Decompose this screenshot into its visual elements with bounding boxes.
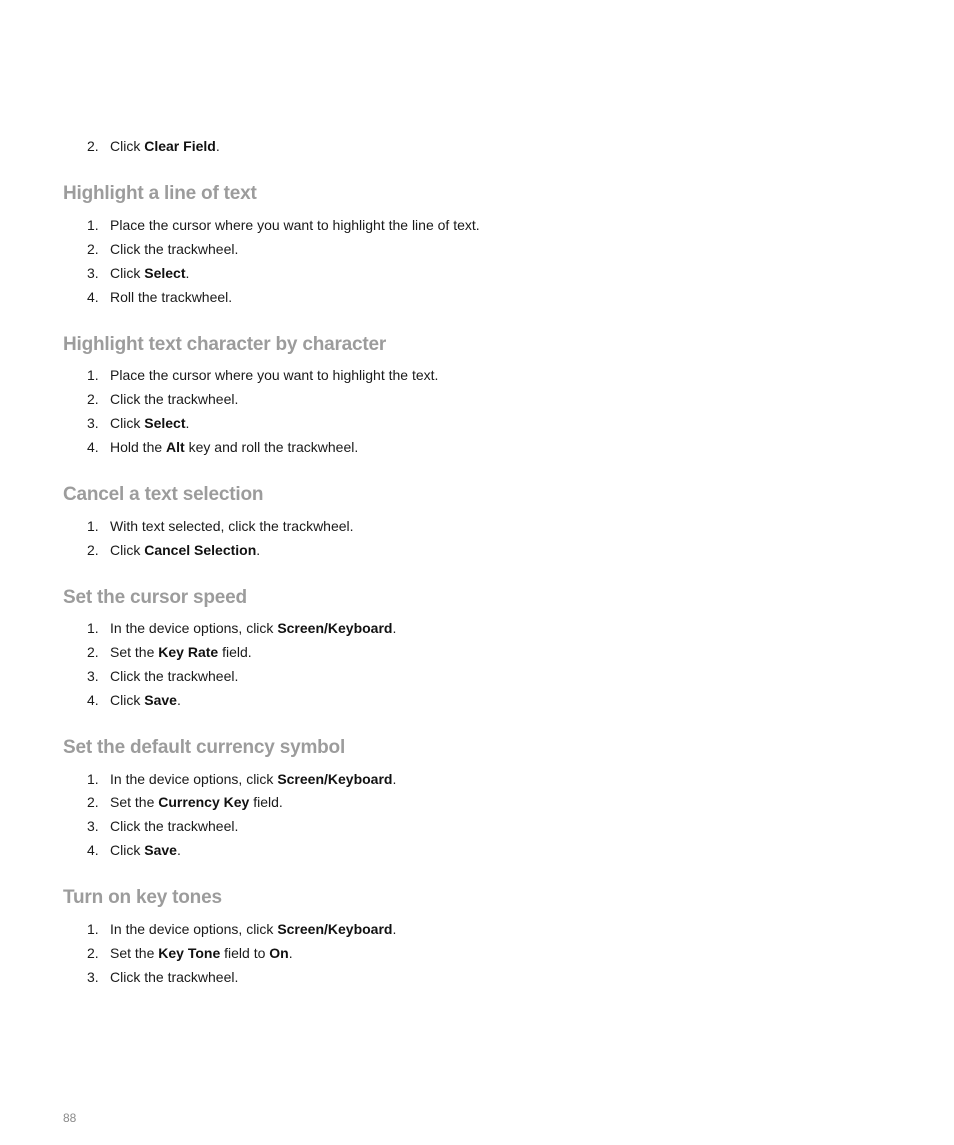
step-number: 2. bbox=[87, 241, 99, 257]
ui-term: Screen/Keyboard bbox=[277, 771, 393, 787]
step-number: 2. bbox=[87, 794, 99, 810]
step-text: Click Select. bbox=[110, 415, 190, 431]
step-text: With text selected, click the trackwheel. bbox=[110, 518, 354, 534]
section-heading-key-tones: Turn on key tones bbox=[63, 887, 222, 908]
step-number: 4. bbox=[87, 692, 99, 708]
step-number: 3. bbox=[87, 415, 99, 431]
step-number: 2. bbox=[87, 644, 99, 660]
step-text: Set the Currency Key field. bbox=[110, 794, 283, 810]
step-text: Roll the trackwheel. bbox=[110, 289, 233, 305]
step-text: Click Cancel Selection. bbox=[110, 542, 261, 558]
section-heading-cancel-selection: Cancel a text selection bbox=[63, 484, 264, 505]
section-heading-currency-symbol: Set the default currency symbol bbox=[63, 737, 346, 758]
section-heading-highlight-line: Highlight a line of text bbox=[63, 183, 257, 204]
section-heading-highlight-character: Highlight text character by character bbox=[63, 334, 387, 355]
ui-term: Save bbox=[144, 842, 177, 858]
step-text: Click Save. bbox=[110, 692, 181, 708]
step-number: 2. bbox=[87, 138, 99, 154]
step-text: Click the trackwheel. bbox=[110, 391, 239, 407]
step-text: Click the trackwheel. bbox=[110, 969, 239, 985]
ui-term: Select bbox=[144, 415, 186, 431]
section-heading-cursor-speed: Set the cursor speed bbox=[63, 587, 247, 608]
step-number: 4. bbox=[87, 439, 99, 455]
step-text: Place the cursor where you want to highlight the line of text. bbox=[110, 217, 480, 233]
step-text: Click Select. bbox=[110, 265, 190, 281]
ui-term: Screen/Keyboard bbox=[277, 921, 393, 937]
step-number: 1. bbox=[87, 518, 99, 534]
step-text: Set the Key Rate field. bbox=[110, 644, 252, 660]
ui-term: Screen/Keyboard bbox=[277, 620, 393, 636]
ui-term: Select bbox=[144, 265, 186, 281]
step-text: Click the trackwheel. bbox=[110, 241, 239, 257]
ui-term: Key Tone bbox=[158, 945, 221, 961]
step-number: 3. bbox=[87, 668, 99, 684]
step-text: In the device options, click Screen/Keyboard. bbox=[110, 921, 397, 937]
step-text: Click the trackwheel. bbox=[110, 668, 239, 684]
step-number: 2. bbox=[87, 391, 99, 407]
step-text: Click Save. bbox=[110, 842, 181, 858]
ui-term: Currency Key bbox=[158, 794, 250, 810]
step-text: Click the trackwheel. bbox=[110, 818, 239, 834]
step-number: 2. bbox=[87, 945, 99, 961]
step-number: 1. bbox=[87, 367, 99, 383]
ui-term: Save bbox=[144, 692, 177, 708]
step-number: 4. bbox=[87, 289, 99, 305]
ui-term: Cancel Selection bbox=[144, 542, 257, 558]
page-number: 88 bbox=[63, 1111, 77, 1125]
ui-term: Clear Field bbox=[144, 138, 216, 154]
step-number: 3. bbox=[87, 818, 99, 834]
step-number: 2. bbox=[87, 542, 99, 558]
step-number: 1. bbox=[87, 921, 99, 937]
step-text: In the device options, click Screen/Keyboard. bbox=[110, 620, 397, 636]
step-number: 1. bbox=[87, 217, 99, 233]
ui-term: Key Rate bbox=[158, 644, 219, 660]
ui-term: On bbox=[269, 945, 289, 961]
ui-term: Alt bbox=[166, 439, 185, 455]
step-number: 1. bbox=[87, 620, 99, 636]
step-number: 4. bbox=[87, 842, 99, 858]
step-number: 3. bbox=[87, 969, 99, 985]
step-text: Click Clear Field. bbox=[110, 138, 220, 154]
step-text: Place the cursor where you want to highlight the text. bbox=[110, 367, 439, 383]
step-text: Hold the Alt key and roll the trackwheel. bbox=[110, 439, 359, 455]
step-number: 3. bbox=[87, 265, 99, 281]
step-text: Set the Key Tone field to On. bbox=[110, 945, 293, 961]
step-number: 1. bbox=[87, 771, 99, 787]
step-text: In the device options, click Screen/Keyboard. bbox=[110, 771, 397, 787]
